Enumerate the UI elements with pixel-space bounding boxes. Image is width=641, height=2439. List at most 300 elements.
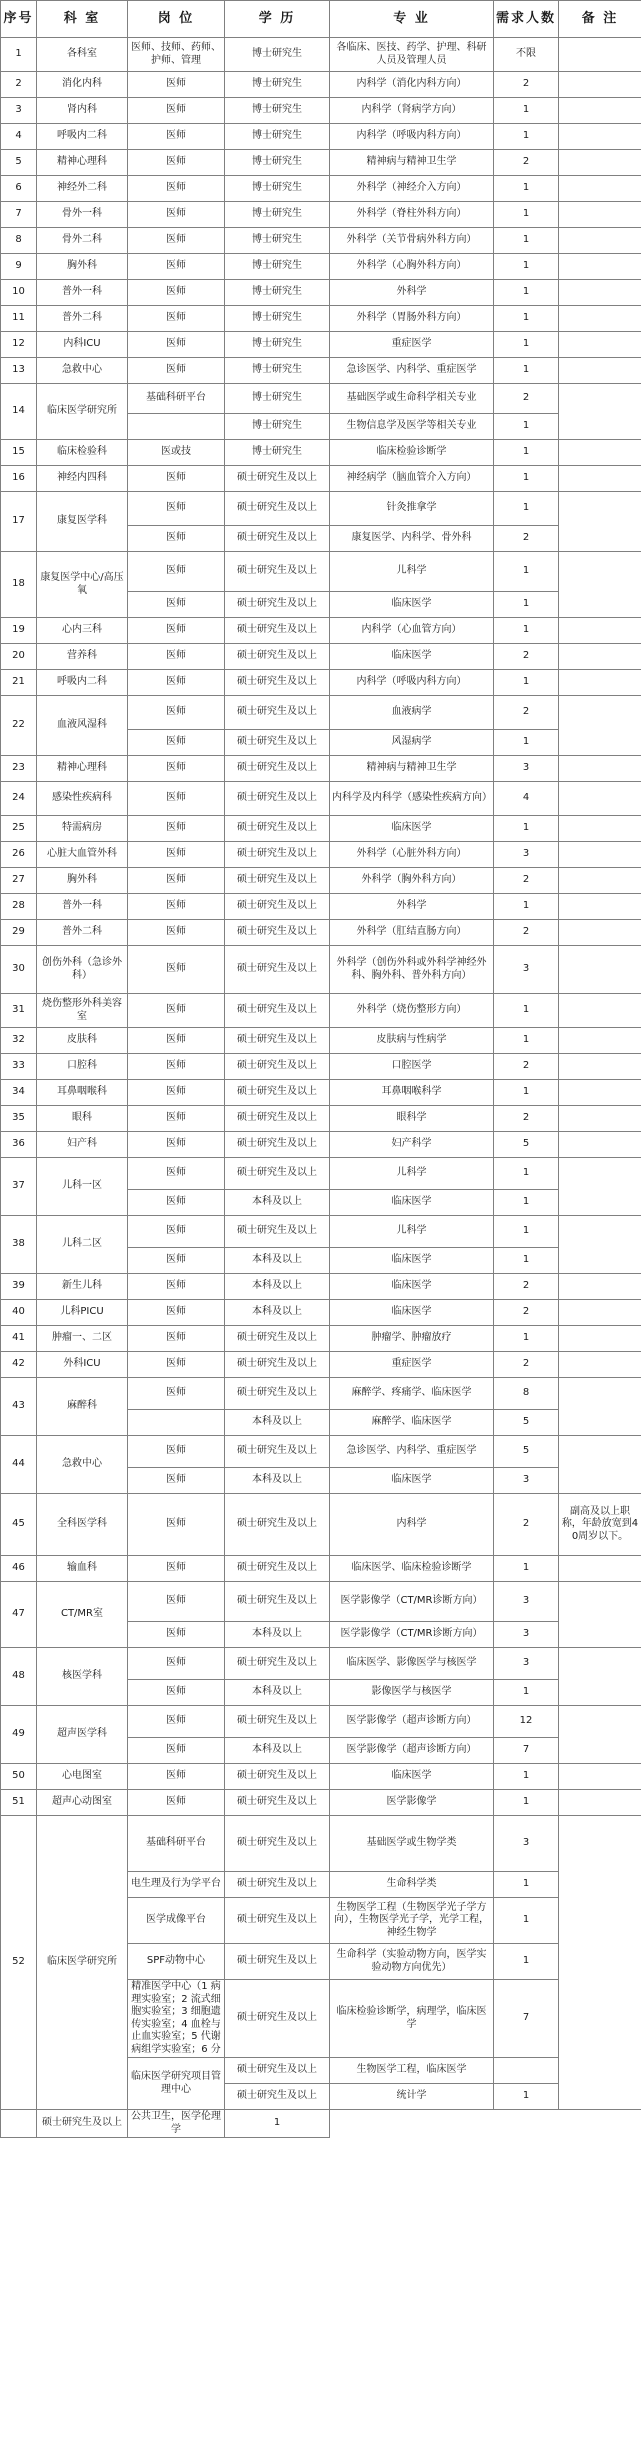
- table-row: [1, 1436, 641, 1468]
- cell-position: 医师: [128, 1028, 225, 1054]
- cell-education: 硕士研究生及以上: [225, 592, 330, 618]
- cell-major: 外科学: [330, 280, 494, 306]
- cell-department: 烧伤整形外科美容室: [37, 994, 128, 1028]
- cell-position: 医师: [128, 1054, 225, 1080]
- table-row: [1, 1494, 641, 1556]
- cell-education: 硕士研究生及以上: [225, 730, 330, 756]
- cell-department: 眼科: [37, 1106, 128, 1132]
- cell-position: 医师: [128, 696, 225, 730]
- cell-headcount: 1: [494, 894, 559, 920]
- cell-headcount: 1: [494, 994, 559, 1028]
- cell-position: 医师: [128, 1352, 225, 1378]
- cell-education: 硕士研究生及以上: [225, 1080, 330, 1106]
- header-headcount: 需求人数: [494, 1, 559, 38]
- cell-remarks: [559, 280, 641, 306]
- cell-education: 硕士研究生及以上: [225, 552, 330, 592]
- cell-position: 基础科研平台: [128, 1816, 225, 1872]
- cell-headcount: 1: [494, 1158, 559, 1190]
- cell-headcount: 1: [494, 1790, 559, 1816]
- cell-remarks: [559, 150, 641, 176]
- table-row: [1, 618, 641, 644]
- cell-remarks: [559, 894, 641, 920]
- cell-department: 普外一科: [37, 280, 128, 306]
- cell-education: 博士研究生: [225, 332, 330, 358]
- cell-headcount: 1: [494, 1898, 559, 1944]
- cell-headcount: 1: [494, 228, 559, 254]
- cell-position: 医师: [128, 150, 225, 176]
- cell-headcount: 1: [494, 98, 559, 124]
- cell-remarks: [559, 440, 641, 466]
- cell-education: 硕士研究生及以上: [225, 782, 330, 816]
- cell-index: 9: [1, 254, 37, 280]
- cell-index: 39: [1, 1274, 37, 1300]
- cell-remarks: [559, 1106, 641, 1132]
- cell-remarks: [559, 1436, 641, 1494]
- cell-education: 硕士研究生及以上: [225, 1816, 330, 1872]
- cell-remarks: [559, 920, 641, 946]
- cell-index: 12: [1, 332, 37, 358]
- cell-headcount: 1: [494, 1680, 559, 1706]
- cell-major: 生物医学工程，临床医学: [330, 2058, 494, 2084]
- cell-education: 硕士研究生及以上: [225, 1764, 330, 1790]
- cell-position: 医师: [128, 1326, 225, 1352]
- cell-department: 呼吸内二科: [37, 124, 128, 150]
- table-row: [1, 1764, 641, 1790]
- cell-index: 52: [1, 1816, 37, 2110]
- cell-major: 临床医学、影像医学与核医学: [330, 1648, 494, 1680]
- cell-major: 临床医学: [330, 1468, 494, 1494]
- cell-position: 医师: [128, 592, 225, 618]
- cell-education: 本科及以上: [225, 1680, 330, 1706]
- cell-major: 妇产科学: [330, 1132, 494, 1158]
- cell-index: 41: [1, 1326, 37, 1352]
- cell-index: 17: [1, 492, 37, 552]
- cell-education: 硕士研究生及以上: [225, 894, 330, 920]
- cell-headcount: 2: [494, 920, 559, 946]
- cell-department: 儿科一区: [37, 1158, 128, 1216]
- cell-position: 医师: [128, 254, 225, 280]
- cell-index: 32: [1, 1028, 37, 1054]
- cell-index: 15: [1, 440, 37, 466]
- cell-remarks: [559, 1132, 641, 1158]
- cell-major: 临床医学、临床检验诊断学: [330, 1556, 494, 1582]
- cell-education: 硕士研究生及以上: [225, 816, 330, 842]
- cell-headcount: 1: [494, 1028, 559, 1054]
- cell-remarks: [559, 1790, 641, 1816]
- cell-index: 13: [1, 358, 37, 384]
- table-body: [1, 38, 641, 2138]
- cell-department: 普外二科: [37, 920, 128, 946]
- cell-major: 生命科学类: [330, 1872, 494, 1898]
- cell-education: 硕士研究生及以上: [225, 1028, 330, 1054]
- cell-position: 医师: [128, 1468, 225, 1494]
- cell-department: 骨外二科: [37, 228, 128, 254]
- table-row: [1, 1158, 641, 1190]
- cell-headcount: 1: [494, 202, 559, 228]
- cell-remarks: [559, 1706, 641, 1764]
- table-row: [1, 1132, 641, 1158]
- cell-position: 医师: [128, 1738, 225, 1764]
- cell-headcount: 3: [494, 1468, 559, 1494]
- table-row: [1, 816, 641, 842]
- cell-major: 神经病学（脑血管介入方向）: [330, 466, 494, 492]
- cell-department: 特需病房: [37, 816, 128, 842]
- cell-index: 5: [1, 150, 37, 176]
- cell-education: 博士研究生: [225, 98, 330, 124]
- cell-major: 耳鼻咽喉科学: [330, 1080, 494, 1106]
- cell-education: 硕士研究生及以上: [225, 1054, 330, 1080]
- cell-major: 临床医学: [330, 592, 494, 618]
- cell-education: 硕士研究生及以上: [225, 994, 330, 1028]
- cell-department: 心内三科: [37, 618, 128, 644]
- cell-department: 感染性疾病科: [37, 782, 128, 816]
- table-row: [1, 994, 641, 1028]
- cell-major: 医学影像学: [330, 1790, 494, 1816]
- cell-remarks: [559, 1216, 641, 1274]
- cell-position: 医师: [128, 1706, 225, 1738]
- cell-major: 儿科学: [330, 552, 494, 592]
- cell-major: 医学影像学（CT/MR诊断方向）: [330, 1622, 494, 1648]
- cell-department: 麻醉科: [37, 1378, 128, 1436]
- cell-index: 33: [1, 1054, 37, 1080]
- cell-position: 医师: [128, 1300, 225, 1326]
- cell-education: 本科及以上: [225, 1190, 330, 1216]
- cell-headcount: [494, 2058, 559, 2084]
- cell-position: 医师: [128, 228, 225, 254]
- table-row: [1, 384, 641, 414]
- cell-education: 硕士研究生及以上: [225, 756, 330, 782]
- cell-department: 口腔科: [37, 1054, 128, 1080]
- table-row: [1, 894, 641, 920]
- cell-major: 外科学（脊柱外科方向）: [330, 202, 494, 228]
- table-row: [1, 1378, 641, 1410]
- cell-index: 20: [1, 644, 37, 670]
- cell-remarks: [559, 1352, 641, 1378]
- cell-remarks: [559, 1378, 641, 1436]
- cell-remarks: [559, 842, 641, 868]
- cell-remarks: [559, 1054, 641, 1080]
- cell-headcount: 5: [494, 1410, 559, 1436]
- cell-headcount: 3: [494, 1582, 559, 1622]
- table-row: [1, 920, 641, 946]
- cell-headcount: 1: [494, 1764, 559, 1790]
- cell-position: 医师: [128, 868, 225, 894]
- cell-headcount: 1: [494, 358, 559, 384]
- cell-position: 医师: [128, 756, 225, 782]
- cell-index: 40: [1, 1300, 37, 1326]
- cell-position: 医师: [128, 492, 225, 526]
- cell-education: 硕士研究生及以上: [225, 1790, 330, 1816]
- cell-department: 心电图室: [37, 1764, 128, 1790]
- cell-department: 临床医学研究所: [37, 1816, 128, 2110]
- cell-position: 医师: [128, 1132, 225, 1158]
- cell-position: 医师: [128, 1790, 225, 1816]
- cell-education: 本科及以上: [225, 1410, 330, 1436]
- cell-headcount: 3: [494, 1648, 559, 1680]
- cell-major: 临床医学: [330, 816, 494, 842]
- cell-major: 影像医学与核医学: [330, 1680, 494, 1706]
- table-row: [1, 98, 641, 124]
- cell-headcount: 1: [494, 306, 559, 332]
- cell-position: 医师: [128, 72, 225, 98]
- cell-education: 博士研究生: [225, 38, 330, 72]
- cell-index: 35: [1, 1106, 37, 1132]
- cell-major: 精神病与精神卫生学: [330, 150, 494, 176]
- cell-position: 医师: [128, 842, 225, 868]
- cell-position: 医师: [128, 670, 225, 696]
- cell-remarks: [559, 1274, 641, 1300]
- cell-department: 康复医学中心/高压氧: [37, 552, 128, 618]
- cell-headcount: 2: [494, 150, 559, 176]
- cell-major: 医学影像学（超声诊断方向）: [330, 1706, 494, 1738]
- cell-position: 医师: [128, 526, 225, 552]
- cell-department: 普外一科: [37, 894, 128, 920]
- table-row: [1, 466, 641, 492]
- cell-major: 生物医学工程（生物医学光子学方向），生物医学光子学，光学工程，神经生物学: [330, 1898, 494, 1944]
- cell-index: 29: [1, 920, 37, 946]
- cell-department: 胸外科: [37, 868, 128, 894]
- cell-headcount: 2: [494, 1352, 559, 1378]
- cell-index: 42: [1, 1352, 37, 1378]
- cell-major: 内科学（呼吸内科方向）: [330, 124, 494, 150]
- cell-education: 硕士研究生及以上: [225, 526, 330, 552]
- table-row: [1, 176, 641, 202]
- cell-major: 麻醉学、疼痛学、临床医学: [330, 1378, 494, 1410]
- table-row: [1, 842, 641, 868]
- cell-index: 1: [1, 38, 37, 72]
- cell-major: 风湿病学: [330, 730, 494, 756]
- cell-position: 医师: [128, 920, 225, 946]
- cell-position: 医师: [128, 124, 225, 150]
- cell-education: 本科及以上: [225, 1738, 330, 1764]
- cell-remarks: [559, 618, 641, 644]
- cell-remarks: [559, 1300, 641, 1326]
- cell-headcount: 1: [494, 618, 559, 644]
- cell-position: 医师: [128, 1582, 225, 1622]
- cell-index: 19: [1, 618, 37, 644]
- cell-department: 耳鼻咽喉科: [37, 1080, 128, 1106]
- cell-department: 精神心理科: [37, 756, 128, 782]
- cell-remarks: [559, 644, 641, 670]
- table-row: [1, 150, 641, 176]
- cell-education: 硕士研究生及以上: [225, 1132, 330, 1158]
- cell-major: 重症医学: [330, 1352, 494, 1378]
- cell-major: 临床医学: [330, 1274, 494, 1300]
- cell-position: 医师: [128, 1494, 225, 1556]
- cell-major: 内科学（消化内科方向）: [330, 72, 494, 98]
- cell-major: 血液病学: [330, 696, 494, 730]
- cell-headcount: 1: [494, 440, 559, 466]
- cell-headcount: 5: [494, 1436, 559, 1468]
- cell-major: 外科学: [330, 894, 494, 920]
- cell-department: 新生儿科: [37, 1274, 128, 1300]
- cell-index: 24: [1, 782, 37, 816]
- table-row: [1, 552, 641, 592]
- cell-education: 硕士研究生及以上: [225, 644, 330, 670]
- cell-headcount: 3: [494, 756, 559, 782]
- cell-position: 医师: [128, 1436, 225, 1468]
- table-row: [1, 1326, 641, 1352]
- cell-department: 呼吸内二科: [37, 670, 128, 696]
- cell-position: 医师: [128, 1158, 225, 1190]
- table-row: [1, 1706, 641, 1738]
- cell-major: 公共卫生，医学伦理学: [128, 2110, 225, 2138]
- cell-headcount: 1: [494, 1872, 559, 1898]
- header-index: 序号: [1, 1, 37, 38]
- cell-position: 医师: [128, 306, 225, 332]
- cell-index: 8: [1, 228, 37, 254]
- cell-education: 硕士研究生及以上: [225, 1706, 330, 1738]
- cell-headcount: 2: [494, 1106, 559, 1132]
- cell-education: 硕士研究生及以上: [225, 466, 330, 492]
- cell-headcount: 1: [494, 552, 559, 592]
- cell-headcount: 5: [494, 1132, 559, 1158]
- table-row: [1, 1274, 641, 1300]
- cell-position: 医学成像平台: [128, 1898, 225, 1944]
- cell-headcount: 1: [494, 1216, 559, 1248]
- cell-position: 医师: [128, 332, 225, 358]
- cell-major: 医学影像学（CT/MR诊断方向）: [330, 1582, 494, 1622]
- cell-education: 硕士研究生及以上: [225, 1352, 330, 1378]
- cell-headcount: 12: [494, 1706, 559, 1738]
- cell-education: 硕士研究生及以上: [225, 2058, 330, 2084]
- cell-education: 博士研究生: [225, 202, 330, 228]
- table-row: [1, 72, 641, 98]
- cell-headcount: 1: [494, 492, 559, 526]
- table-row: [1, 756, 641, 782]
- cell-department: CT/MR室: [37, 1582, 128, 1648]
- cell-department: 骨外一科: [37, 202, 128, 228]
- cell-education: 博士研究生: [225, 358, 330, 384]
- cell-major: 内科学（呼吸内科方向）: [330, 670, 494, 696]
- cell-major: 皮肤病与性病学: [330, 1028, 494, 1054]
- cell-remarks: [559, 756, 641, 782]
- cell-major: 内科学: [330, 1494, 494, 1556]
- cell-headcount: 1: [494, 332, 559, 358]
- cell-major: 麻醉学、临床医学: [330, 1410, 494, 1436]
- cell-headcount: 不限: [494, 38, 559, 72]
- cell-education: 硕士研究生及以上: [225, 1582, 330, 1622]
- cell-headcount: 7: [494, 1980, 559, 2058]
- cell-major: 重症医学: [330, 332, 494, 358]
- cell-index: 4: [1, 124, 37, 150]
- cell-position: 医师: [128, 1216, 225, 1248]
- cell-index: 25: [1, 816, 37, 842]
- cell-index: 45: [1, 1494, 37, 1556]
- cell-position: 医师、技师、药师、护师、管理: [128, 38, 225, 72]
- cell-education: 博士研究生: [225, 124, 330, 150]
- cell-major: 眼科学: [330, 1106, 494, 1132]
- cell-index: 31: [1, 994, 37, 1028]
- cell-education: 硕士研究生及以上: [225, 1648, 330, 1680]
- cell-education: 博士研究生: [225, 440, 330, 466]
- header-position: 岗 位: [128, 1, 225, 38]
- cell-position: 医师: [128, 816, 225, 842]
- cell-headcount: 1: [494, 1248, 559, 1274]
- cell-department: 精神心理科: [37, 150, 128, 176]
- cell-department: 超声心动图室: [37, 1790, 128, 1816]
- cell-remarks: [559, 332, 641, 358]
- cell-position: 医师: [128, 1378, 225, 1410]
- table-row: [1, 1790, 641, 1816]
- cell-index: 30: [1, 946, 37, 994]
- cell-position: 医师: [128, 466, 225, 492]
- cell-headcount: 2: [494, 1494, 559, 1556]
- cell-remarks: [559, 1648, 641, 1706]
- cell-major: 内科学（心血管方向）: [330, 618, 494, 644]
- cell-education: 硕士研究生及以上: [225, 920, 330, 946]
- cell-remarks: [559, 98, 641, 124]
- cell-position: 医或技: [128, 440, 225, 466]
- cell-remarks: [559, 1028, 641, 1054]
- cell-major: 临床检验诊断学，病理学，临床医学: [330, 1980, 494, 2058]
- table-row: [1, 1816, 641, 1872]
- cell-major: 儿科学: [330, 1158, 494, 1190]
- cell-position: 医师: [128, 280, 225, 306]
- cell-headcount: 1: [494, 124, 559, 150]
- table-header: [1, 1, 641, 38]
- cell-position: 医师: [128, 552, 225, 592]
- cell-remarks: [559, 176, 641, 202]
- cell-major: 外科学（神经介入方向）: [330, 176, 494, 202]
- cell-department: 营养科: [37, 644, 128, 670]
- cell-index: 10: [1, 280, 37, 306]
- cell-major: 基础医学或生命科学相关专业: [330, 384, 494, 414]
- cell-index: 37: [1, 1158, 37, 1216]
- cell-major: 外科学（关节骨病外科方向）: [330, 228, 494, 254]
- cell-remarks: [559, 358, 641, 384]
- cell-headcount: 7: [494, 1738, 559, 1764]
- cell-index: 6: [1, 176, 37, 202]
- table-row: [1, 868, 641, 894]
- cell-education: 硕士研究生及以上: [225, 2084, 330, 2110]
- cell-department: 各科室: [37, 38, 128, 72]
- cell-headcount: 1: [494, 1944, 559, 1980]
- cell-department: 儿科二区: [37, 1216, 128, 1274]
- table-row: [1, 332, 641, 358]
- cell-major: 临床医学: [330, 644, 494, 670]
- cell-education: 硕士研究生及以上: [225, 842, 330, 868]
- cell-headcount: 1: [494, 2084, 559, 2110]
- cell-department: 超声医学科: [37, 1706, 128, 1764]
- cell-education: 硕士研究生及以上: [225, 1106, 330, 1132]
- cell-major: 临床医学: [330, 1190, 494, 1216]
- cell-education: 硕士研究生及以上: [225, 670, 330, 696]
- table-row: [1, 782, 641, 816]
- cell-education: 硕士研究生及以上: [225, 1898, 330, 1944]
- table-row: [1, 358, 641, 384]
- cell-major: 临床医学: [330, 1248, 494, 1274]
- table-row: [1, 38, 641, 72]
- cell-education: 硕士研究生及以上: [225, 1944, 330, 1980]
- cell-position: 医师: [128, 730, 225, 756]
- cell-headcount: 1: [494, 414, 559, 440]
- cell-remarks: [559, 1326, 641, 1352]
- cell-major: 外科学（心胸外科方向）: [330, 254, 494, 280]
- cell-position: 医师: [128, 1080, 225, 1106]
- table-row: [1, 946, 641, 994]
- cell-position: 医师: [128, 782, 225, 816]
- cell-headcount: 1: [494, 1190, 559, 1216]
- cell-position: [1, 2110, 37, 2138]
- table-row: [1, 1352, 641, 1378]
- cell-major: 外科学（烧伤整形方向）: [330, 994, 494, 1028]
- cell-remarks: [559, 868, 641, 894]
- cell-major: 各临床、医技、药学、护理、科研人员及管理人员: [330, 38, 494, 72]
- cell-department: 核医学科: [37, 1648, 128, 1706]
- cell-remarks: [559, 696, 641, 756]
- cell-education: 博士研究生: [225, 414, 330, 440]
